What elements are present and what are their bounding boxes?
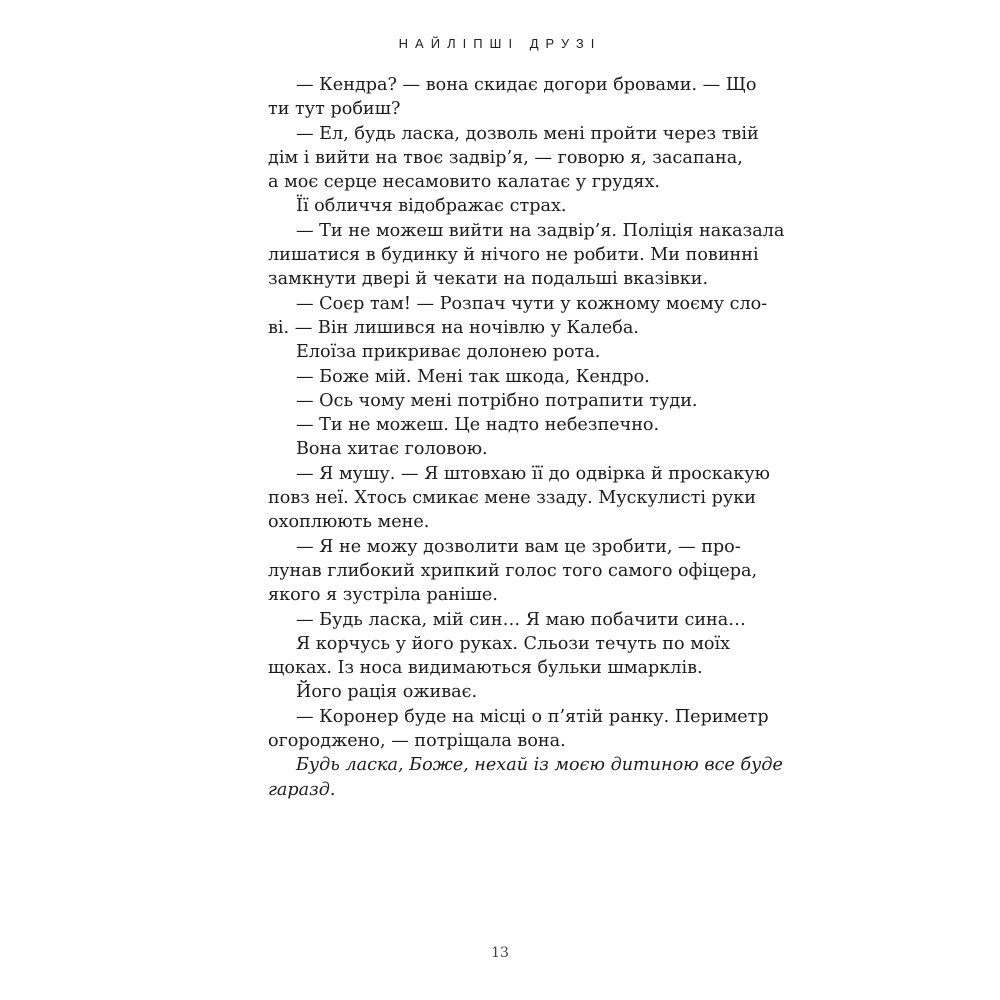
text-line: лишатися в будинку й нічого не робити. Ми повинні [268,245,759,266]
text-line: Будь ласка, Боже, нехай із моєю дитиною все буде [296,755,783,776]
text-line: лунав глибокий хрипкий голос того самого офіцера, [268,560,758,581]
text-line: охоплюють мене. [268,512,430,533]
text-line: — Коронер буде на місці о п’ятій ранку. Периметр [296,706,769,727]
text-line: щоках. Із носа видимаються бульки шмарклів. [268,658,703,679]
text-line: — Я не можу дозволити вам це зробити, — про- [296,536,741,557]
text-line: Вона хитає головою. [296,439,488,460]
text-line: — Будь ласка, мій син… Я маю побачити сина… [296,609,746,630]
body-text [268,73,785,802]
text-line: — Ось чому мені потрібно потрапити туди. [296,390,698,411]
text-line: ві. — Він лишився на ночівлю у Калеба. [268,317,639,338]
text-line: дім і вийти на твоє задвір’я, — говорю я, засапана, [268,147,743,168]
text-line: замкнути двері й чекати на подальші вказівки. [268,269,709,290]
running-head: НАЙЛІПШІ ДРУЗІ [398,36,602,51]
text-line: Її обличчя відображає страх. [296,196,567,217]
text-line: Елоїза прикриває долонею рота. [296,342,601,363]
text-line: — Ел, будь ласка, дозволь мені пройти через твій [296,123,759,144]
text-line: — Ти не можеш. Це надто небезпечно. [296,415,660,436]
text-line: повз неї. Хтось смикає мене ззаду. Мускулисті руки [268,488,756,509]
text-line: — Ти не можеш вийти на задвір’я. Поліція наказала [296,220,785,241]
text-line: огороджено, — потріщала вона. [268,731,566,752]
page-number: 13 [491,945,509,961]
text-line: — Я мушу. — Я штовхаю її до одвірка й проскакую [296,463,770,484]
text-line: Його рація оживає. [296,682,478,703]
text-line: якого я зустріла раніше. [268,585,498,606]
text-line: а моє серце несамовито калатає у грудях. [268,172,661,193]
text-line: ти тут робиш? [268,99,401,120]
text-line: Я корчусь у його руках. Сльози течуть по моїх [296,633,731,654]
text-line: — Кендра? — вона скидає догори бровами. — Що [296,75,757,95]
text-line: — Боже мій. Мені так шкода, Кендро. [296,366,650,387]
text-line: гаразд. [268,779,336,800]
text-line: — Соєр там! — Розпач чути у кожному моєму сло- [296,293,768,314]
